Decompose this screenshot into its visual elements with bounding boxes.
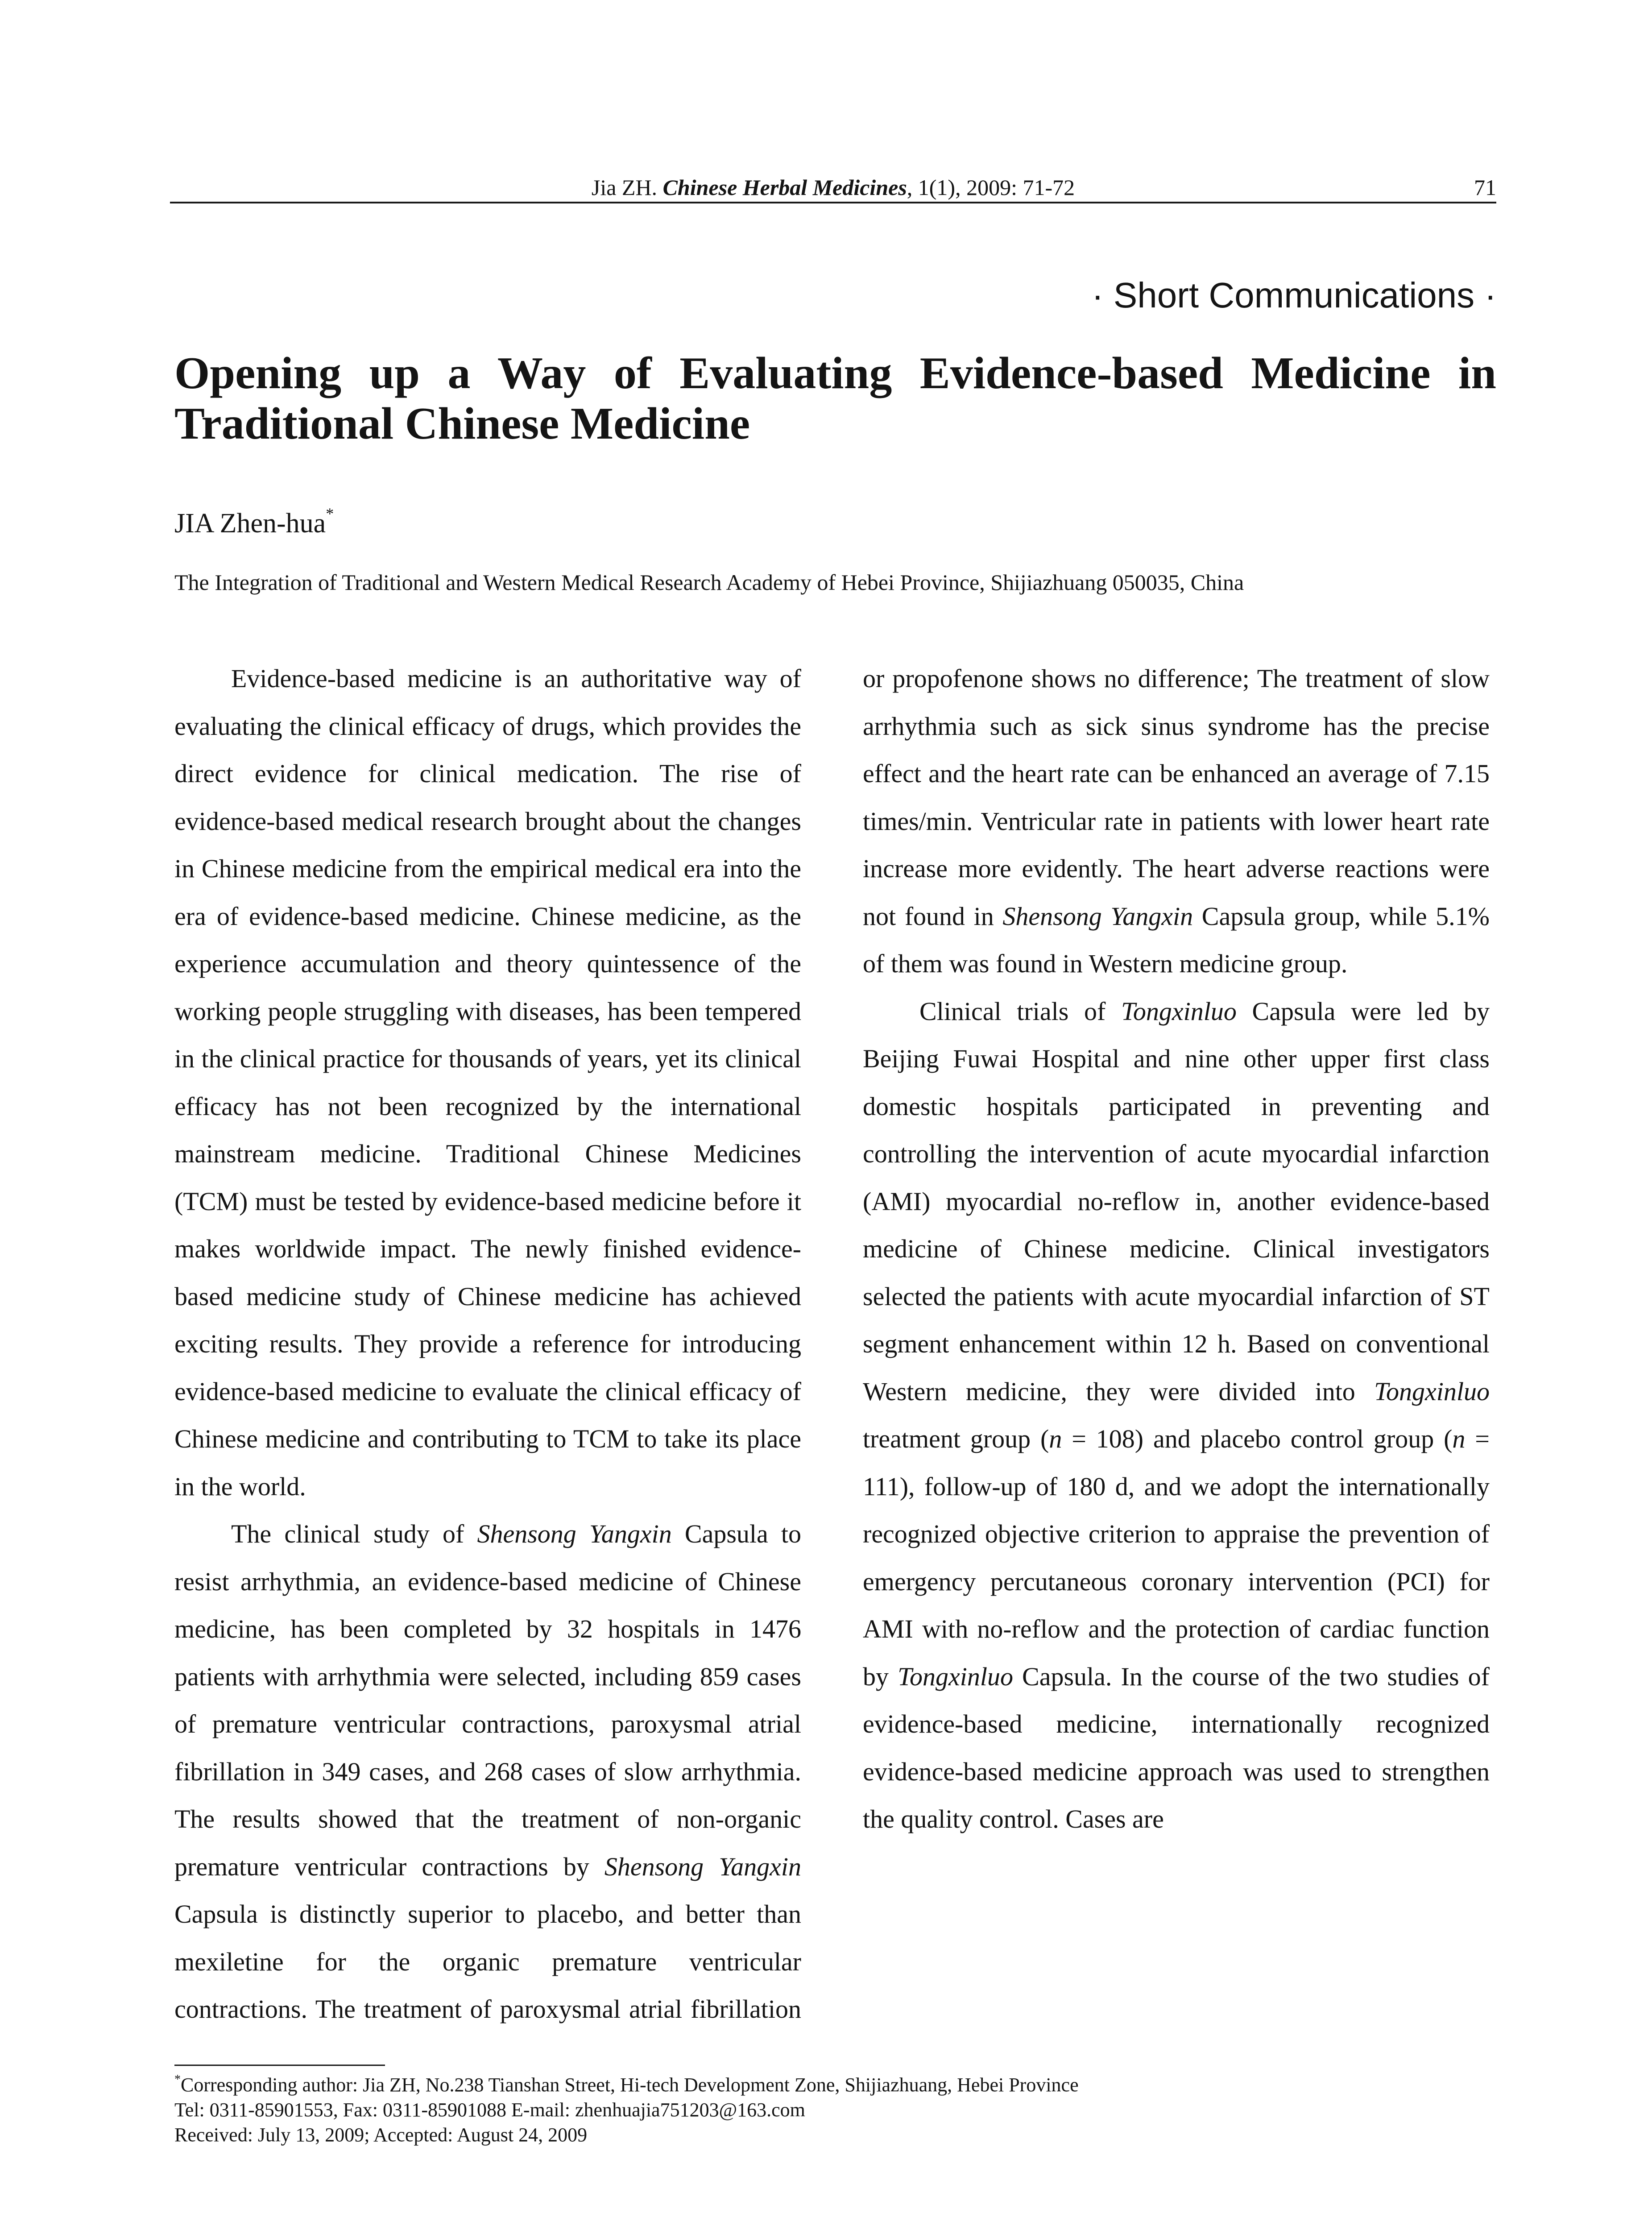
p3-text: Clinical trials of xyxy=(919,996,1121,1026)
footnote-dates: Received: July 13, 2009; Accepted: August 24, 2009 xyxy=(174,2124,588,2146)
p2-text: Capsula to resist arrhythmia, an evidence-based medicine of Chinese medicine, has been completed by 32 hospitals in 1476 patients with arrhythmia were selected, including 859 cases of premature ventricular contractions, paroxysmal atrial fibrillation in 349 cases, and 268 cases of slow arrhythmia. The results showed that the treatment of non-organic premature ventricular contractions by xyxy=(174,1519,802,1881)
running-citation xyxy=(170,174,1496,201)
p2-text: Capsula is distinctly superior to placebo, and better than mexiletine for the organic premature ventricular contractions. The treatment of paroxysmal atrial fibrillation xyxy=(174,1899,801,2024)
paragraph-2 xyxy=(174,1510,801,2033)
author-line xyxy=(174,506,334,541)
header-author: Jia ZH. xyxy=(591,175,658,200)
footnote xyxy=(174,2073,1495,2148)
p3-text: = 108) and placebo control group ( xyxy=(1062,1424,1453,1453)
author-mark: * xyxy=(326,505,334,523)
author-name: JIA Zhen-hua xyxy=(174,508,326,539)
p2-text: or propofenone shows no difference; The treatment of slow arrhythmia such as sick sinus syndrome has the precise effect and the heart rate can be enhanced an average of 7.15 times/min. Ventricular rate in patients with lower heart rate increase more evidently. The heart adverse reactions were not found in xyxy=(863,664,1490,931)
p3-text: Capsula were led by Beijing Fuwai Hospital and nine other upper first class domestic hospitals participated in preventing and controlling the intervention of acute myocardial infarction (AMI) myocardial no-reflow in, another evidence-based medicine of Chinese medicine. Clinical investigators selected the patients with acute myocardial infarction of ST segment enhancement within 12 h. Based on conventional Western medicine, they were divided into xyxy=(863,996,1490,1406)
drug-name: Tongxinluo xyxy=(1374,1377,1490,1406)
p3-text: treatment group ( xyxy=(863,1424,1049,1453)
footnote-contact: Tel: 0311-85901553, Fax: 0311-85901088 E-mail: zhenhuajia751203@163.com xyxy=(174,2099,805,2121)
header-journal: Chinese Herbal Medicines xyxy=(662,175,907,200)
section-label: · Short Communications · xyxy=(1092,275,1496,315)
p2-text: The clinical study of xyxy=(231,1519,477,1548)
body-column-right xyxy=(863,655,1490,1843)
body-text-flow xyxy=(174,655,801,2033)
page-number: 71 xyxy=(1474,175,1496,200)
paragraph-1: Evidence-based medicine is an authoritative way of evaluating the clinical efficacy of drugs, which provides the direct evidence for clinical medication. The rise of evidence-based medical research brought about the changes in Chinese medicine from the empirical medical era into the era of evidence-based medicine. Chinese medicine, as the experience accumulation and theory quintessence of the working people struggling with diseases, has been tempered in the clinical practice for thousands of years, yet its clinical efficacy has not been recognized by the international mainstream medicine. Traditional Chinese Medicines (TCM) must be tested by evidence-based medicine before it makes worldwide impact. The newly finished evidence-based medicine study of Chinese medicine has achieved exciting results. They provide a reference for introducing evidence-based medicine to evaluate the clinical efficacy of Chinese medicine and contributing to TCM to take its place in the world. xyxy=(174,664,801,1501)
article-title: Opening up a Way of Evaluating Evidence-based Medicine in Traditional Chinese Medicine xyxy=(174,348,1496,449)
drug-name: Tongxinluo xyxy=(898,1662,1013,1691)
footnote-rule xyxy=(174,2065,385,2066)
p3-text: Capsula. In the course of the two studies of evidence-based medicine, internationally recognized evidence-based medicine approach was used to strengthen the quality control. Cases are xyxy=(863,1662,1490,1833)
n-symbol: n xyxy=(1049,1424,1062,1453)
p3-text: = 111), follow-up of 180 d, and we adopt the internationally recognized objective criterion to appraise the prevention of emergency percutaneous coronary intervention (PCI) for AMI with no-reflow and the protection of cardiac function by xyxy=(863,1424,1490,1691)
footnote-line: Corresponding author: Jia ZH, No.238 Tianshan Street, Hi-tech Development Zone, Shijiazhuang, Hebei Province xyxy=(181,2074,1079,2096)
drug-name: Tongxinluo xyxy=(1121,996,1237,1026)
paragraph-3 xyxy=(863,988,1490,1843)
running-header xyxy=(170,170,1496,203)
footnote-mark: * xyxy=(174,2073,181,2086)
p2-text: Capsula group, while 5.1% of them was found in Western medicine group. xyxy=(863,901,1490,978)
drug-name: Shensong Yangxin xyxy=(604,1852,801,1881)
affiliation: The Integration of Traditional and Western Medical Research Academy of Hebei Province, Shijiazhuang 050035, China xyxy=(174,570,1244,595)
footnote-correspondence xyxy=(174,2073,1495,2098)
drug-name: Shensong Yangxin xyxy=(1002,901,1193,931)
drug-name: Shensong Yangxin xyxy=(477,1519,672,1548)
paragraph-2 xyxy=(863,655,1490,988)
n-symbol: n xyxy=(1452,1424,1466,1453)
header-citation: , 1(1), 2009: 71-72 xyxy=(907,175,1075,200)
